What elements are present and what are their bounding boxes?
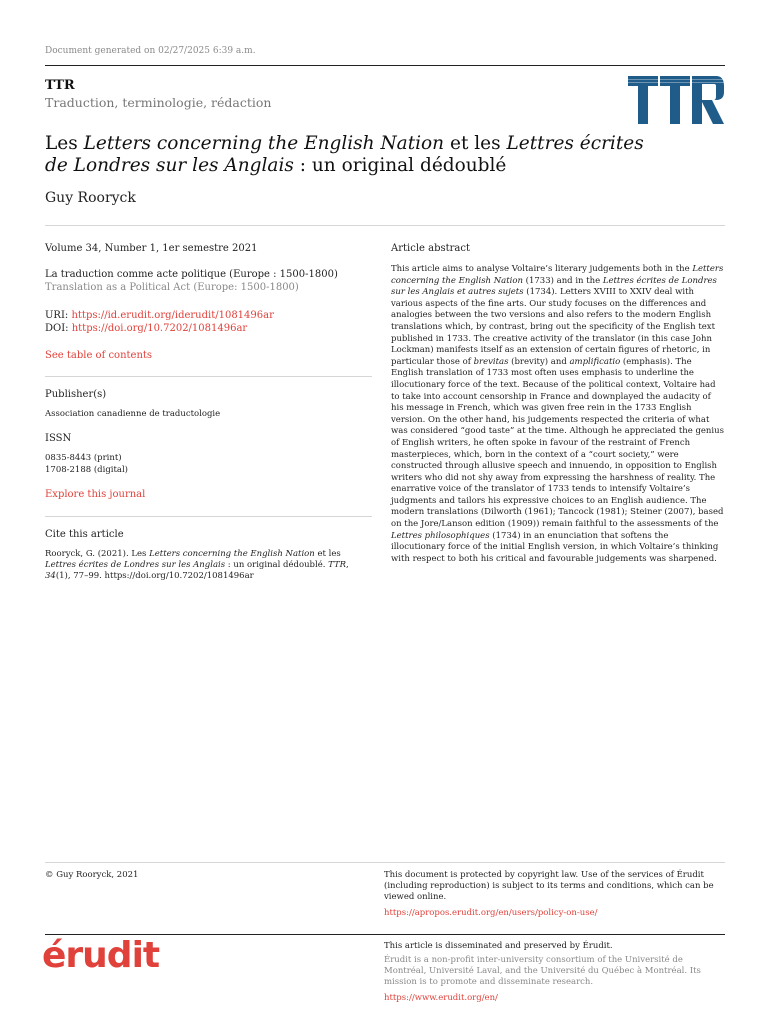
publisher-heading: Publisher(s) — [45, 389, 107, 400]
toc-link[interactable]: See table of contents — [45, 350, 153, 361]
issue-title-en: Translation as a Political Act (Europe: 1500-1800) — [45, 282, 299, 293]
journal-acronym: TTR — [45, 78, 75, 93]
erudit-link[interactable]: https://www.erudit.org/en/ — [384, 993, 498, 1003]
footer-divider — [45, 862, 725, 863]
article-title: Les Letters concerning the English Nation et les Lettres écrites de Londres sur les Anglais : un original dédoublé — [45, 133, 644, 176]
explore-journal-link[interactable]: Explore this journal — [45, 489, 146, 500]
uri-link[interactable]: https://id.erudit.org/iderudit/1081496ar — [71, 310, 274, 321]
disseminated-text: This article is disseminated and preserved by Érudit. — [384, 941, 613, 951]
generated-date: Document generated on 02/27/2025 6:39 a.m. — [45, 46, 256, 56]
abstract-text: This article aims to analyse Voltaire’s literary judgements both in the Letters concerning the English Nation (1733) and in the Lettres écrites de Londres sur les Anglais et autres sujets (1734). Letters XVIII to XXIV deal with various aspects of the fine arts. Our study focuses on the differences and analogies between the two versions and also refers to the modern English translations which, by contrast, bring out the specificity of the English text published in 1733. The creative activity of the translator (in this case John Lockman) manifests itself as an extension of certain figures of rhetoric, in particular those of brevitas (brevity) and amplificatio (emphasis). The English translation of 1733 most often uses emphasis to underline the illocutionary force of the text. Because of the political context, Voltaire had to take into account censorship in France and downplayed the audacity of his message in French, which was given free rein in the 1733 English version. On the other hand, his judgements respected the criteria of what was considered “good taste” at the time. Although he appreciated the genius of English writers, he often spoke in favour of the restraint of French masterpieces, which, born in the context of a “court society,” were constructed through allusive speech and innuendo, in opposition to English writers who did not shy away from expressing the harshness of reality. The enarrative voice of the translator of 1733 tends to intensify Voltaire’s judgments and tailors his expressive choices to an English audience. The modern translations (Dilworth (1961); Tancock (1981); Steiner (2007), based on the Jore/Lanson edition (1909)) remain faithful to the assessments of the Lettres philosophiques (1734) in an enunciation that softens the illocutionary force of the initial English version, in which Voltaire’s thinking with respect to both his critical and favourable judgements was sharpened. — [391, 264, 724, 564]
issn-print: 0835-8443 (print) — [45, 453, 122, 463]
top-divider — [45, 65, 725, 66]
erudit-logo: érudit — [42, 935, 160, 976]
consortium-text: Érudit is a non-profit inter-university consortium of the Université de Montréal, Université Laval, and the Université du Québec à Montréal. Its mission is to promote and disseminate research. — [384, 955, 701, 987]
header-divider — [45, 225, 725, 226]
copyright: © Guy Rooryck, 2021 — [45, 870, 139, 880]
doi-line: DOI: https://doi.org/10.7202/1081496ar — [45, 323, 248, 334]
journal-subtitle: Traduction, terminologie, rédaction — [45, 95, 272, 110]
issn-digital: 1708-2188 (digital) — [45, 465, 128, 475]
cite-heading: Cite this article — [45, 529, 124, 540]
uri-line: URI: https://id.erudit.org/iderudit/1081496ar — [45, 310, 274, 321]
abstract-heading: Article abstract — [391, 243, 470, 254]
article-author: Guy Rooryck — [45, 190, 136, 206]
publisher-name: Association canadienne de traductologie — [45, 409, 221, 419]
citation-text: Rooryck, G. (2021). Les Letters concerning the English Nation et les Lettres écrites de Londres sur les Anglais : un original dédoublé. TTR, 34(1), 77–99. https://doi.org/10.7202/1081496ar — [45, 549, 349, 581]
volume-info: Volume 34, Number 1, 1er semestre 2021 — [45, 243, 258, 254]
policy-link[interactable]: https://apropos.erudit.org/en/users/policy-on-use/ — [384, 908, 598, 918]
copyright-notice: This document is protected by copyright law. Use of the services of Érudit (including reproduction) is subject to its terms and conditions, which can be viewed online. — [384, 870, 714, 902]
left-divider-1 — [45, 376, 372, 377]
ttr-logo — [628, 76, 724, 124]
doi-link[interactable]: https://doi.org/10.7202/1081496ar — [71, 323, 248, 334]
issn-heading: ISSN — [45, 433, 72, 444]
issue-title: La traduction comme acte politique (Europe : 1500-1800) — [45, 269, 338, 280]
left-divider-2 — [45, 516, 372, 517]
